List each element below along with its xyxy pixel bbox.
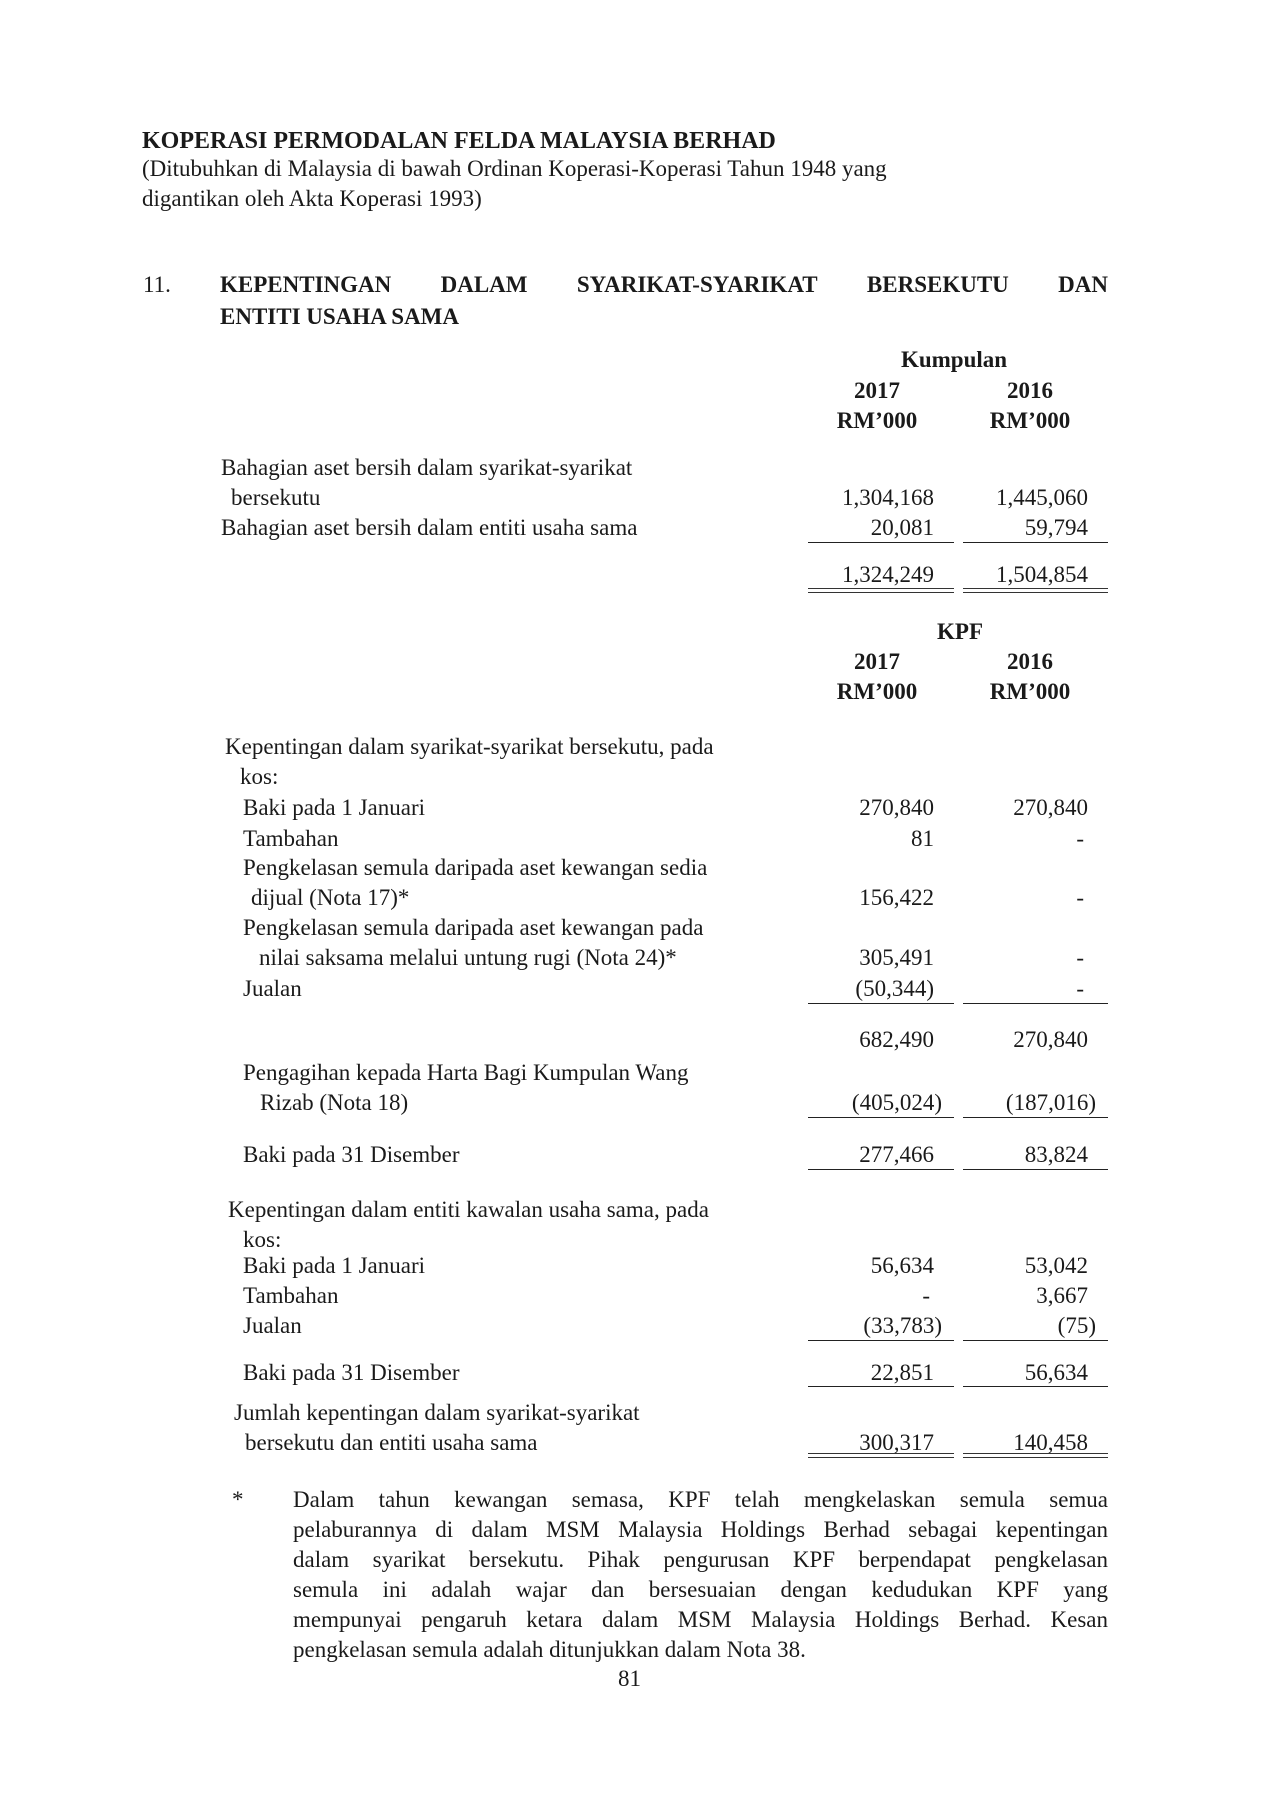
value-2016: 83,824 [1024, 1142, 1088, 1167]
value-2016: 56,634 [1024, 1360, 1088, 1385]
kumpulan-unit-2016: RM’000 [989, 408, 1071, 433]
section-title-word: BERSEKUTU [866, 272, 1009, 297]
row-label: Baki pada 31 Disember [243, 1360, 460, 1385]
total-2016: 1,504,854 [996, 562, 1088, 587]
value-2016: 53,042 [1024, 1253, 1088, 1278]
row-label: Pengagihan kepada Harta Bagi Kumpulan Wang [243, 1060, 689, 1085]
page-number: 81 [618, 1666, 641, 1691]
row-label: Jumlah kepentingan dalam syarikat-syarikat [234, 1400, 640, 1425]
organization-name: KOPERASI PERMODALAN FELDA MALAYSIA BERHAD [142, 128, 776, 154]
underline [963, 542, 1108, 543]
value-2017: 20,081 [870, 515, 934, 540]
footnote-line: semula ini adalah wajar dan bersesuaian dengan kedudukan KPF yang [293, 1577, 1108, 1602]
double-underline [963, 1453, 1108, 1458]
row-label-continued: bersekutu dan entiti usaha sama [245, 1430, 538, 1455]
value-2016: 59,794 [1024, 515, 1088, 540]
value-2016: - [1076, 885, 1084, 910]
underline [963, 1340, 1108, 1341]
value-2017: (33,783) [863, 1313, 942, 1338]
value-2017: 305,491 [859, 945, 934, 970]
kpf-col-2016: 2016 [1007, 649, 1053, 674]
double-underline [963, 588, 1108, 593]
underline [808, 1340, 954, 1341]
kpf-col-2017: 2017 [854, 649, 900, 674]
row-label-continued: bersekutu [231, 485, 321, 510]
value-2016: - [1076, 826, 1084, 851]
organization-subtitle-line2: digantikan oleh Akta Koperasi 1993) [142, 186, 482, 211]
kpf-unit-2017: RM’000 [836, 679, 918, 704]
jv-heading: Kepentingan dalam entiti kawalan usaha sama, pada [228, 1197, 709, 1222]
underline [963, 1117, 1108, 1118]
value-2017: 22,851 [870, 1360, 934, 1385]
value-2017: 277,466 [859, 1142, 934, 1167]
row-label: Jualan [243, 976, 302, 1001]
value-2017: (50,344) [855, 976, 934, 1001]
underline [963, 1169, 1108, 1170]
kumpulan-col-2016: 2016 [1007, 378, 1053, 403]
underline [808, 542, 954, 543]
row-label: Pengkelasan semula daripada aset kewangan sedia [243, 855, 708, 880]
double-underline [808, 588, 954, 593]
section-title-word: DALAM [440, 272, 528, 297]
associates-heading-continued: kos: [240, 764, 279, 789]
row-label: Bahagian aset bersih dalam entiti usaha sama [221, 515, 638, 540]
value-2017: 1,304,168 [842, 485, 934, 510]
kpf-heading: KPF [937, 619, 983, 644]
row-label: Baki pada 1 Januari [243, 1253, 426, 1278]
kumpulan-col-2017: 2017 [854, 378, 900, 403]
value-2016: - [1076, 976, 1084, 1001]
value-2016: 1,445,060 [996, 485, 1088, 510]
section-title-word: SYARIKAT-SYARIKAT [576, 272, 818, 297]
row-label: Tambahan [243, 1283, 339, 1308]
row-label: Bahagian aset bersih dalam syarikat-syarikat [221, 455, 633, 480]
row-label: Tambahan [243, 826, 339, 851]
double-underline [808, 1453, 954, 1458]
kumpulan-heading: Kumpulan [900, 347, 1008, 372]
value-2016: - [1076, 945, 1084, 970]
row-label-continued: dijual (Nota 17)* [251, 885, 410, 910]
associates-heading: Kepentingan dalam syarikat-syarikat bersekutu, pada [225, 734, 714, 759]
value-2016: 270,840 [1013, 795, 1088, 820]
underline [963, 1003, 1108, 1004]
organization-subtitle-line1: (Ditubuhkan di Malaysia di bawah Ordinan Koperasi-Koperasi Tahun 1948 yang [142, 156, 887, 181]
row-label-continued: nilai saksama melalui untung rugi (Nota 24)* [259, 945, 677, 970]
grand-total-2017: 300,317 [859, 1430, 934, 1455]
value-2017: 81 [911, 826, 934, 851]
jv-heading-continued: kos: [243, 1227, 282, 1252]
section-title-word: DAN [1058, 272, 1108, 297]
row-label: Jualan [243, 1313, 302, 1338]
kumpulan-unit-2017: RM’000 [836, 408, 918, 433]
value-2016: 3,667 [1036, 1283, 1088, 1308]
row-label: Baki pada 31 Disember [243, 1142, 460, 1167]
subtotal-2016: 270,840 [1013, 1027, 1088, 1052]
row-label: Baki pada 1 Januari [243, 795, 426, 820]
value-2017: 56,634 [870, 1253, 934, 1278]
footnote-line: pelaburannya di dalam MSM Malaysia Holdings Berhad sebagai kepentingan [293, 1517, 1108, 1542]
value-2017: (405,024) [851, 1090, 942, 1115]
footnote-line: Dalam tahun kewangan semasa, KPF telah mengkelaskan semula semua [293, 1487, 1108, 1512]
underline [808, 1003, 954, 1004]
footnote-line: mempunyai pengaruh ketara dalam MSM Malaysia Holdings Berhad. Kesan [293, 1607, 1108, 1632]
underline [808, 1386, 954, 1387]
section-title-line2: ENTITI USAHA SAMA [220, 304, 459, 329]
footnote-line: pengkelasan semula adalah ditunjukkan dalam Nota 38. [293, 1637, 806, 1662]
section-title-word: KEPENTINGAN [220, 272, 392, 297]
section-title-line1 [220, 272, 1108, 298]
value-2016: (187,016) [1005, 1090, 1096, 1115]
row-label-continued: Rizab (Nota 18) [260, 1090, 409, 1115]
subtotal-2017: 682,490 [859, 1027, 934, 1052]
underline [808, 1117, 954, 1118]
underline [963, 1386, 1108, 1387]
value-2017: 156,422 [859, 885, 934, 910]
total-2017: 1,324,249 [842, 562, 934, 587]
value-2017: 270,840 [859, 795, 934, 820]
value-2016: (75) [1057, 1313, 1096, 1338]
footnote-line: dalam syarikat bersekutu. Pihak pengurusan KPF berpendapat pengkelasan [293, 1547, 1108, 1572]
footnote-marker: * [232, 1487, 244, 1512]
grand-total-2016: 140,458 [1013, 1430, 1088, 1455]
underline [808, 1169, 954, 1170]
value-2017: - [922, 1283, 930, 1308]
row-label: Pengkelasan semula daripada aset kewangan pada [243, 915, 704, 940]
kpf-unit-2016: RM’000 [989, 679, 1071, 704]
section-number: 11. [143, 272, 171, 297]
